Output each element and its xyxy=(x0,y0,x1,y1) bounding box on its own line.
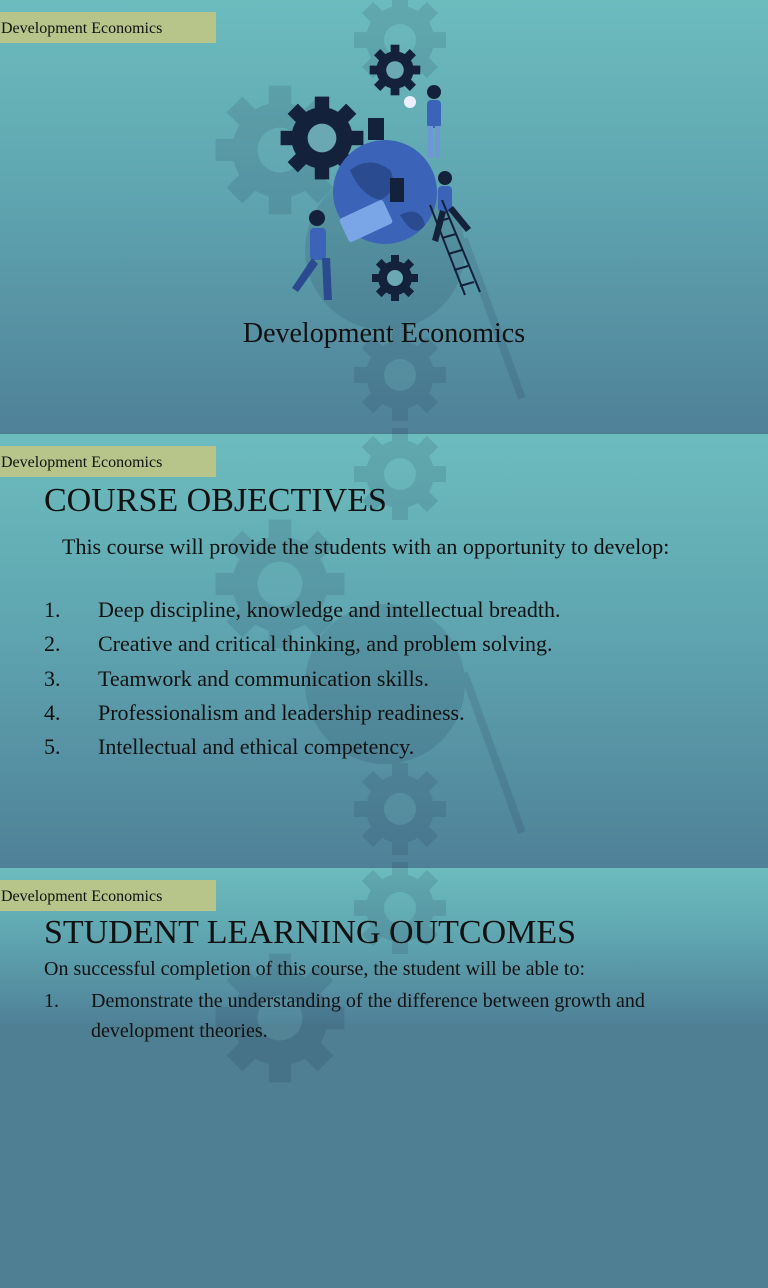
list-item: 2. Creative and critical thinking, and problem solving. xyxy=(44,631,553,657)
slide-learning-outcomes xyxy=(0,868,768,1042)
section-heading: STUDENT LEARNING OUTCOMES xyxy=(44,914,577,951)
objectives-list xyxy=(44,597,560,768)
course-tag: Development Economics xyxy=(0,12,216,43)
course-tag: Development Economics xyxy=(0,880,216,911)
slide-title xyxy=(0,0,768,432)
list-item: 1. Demonstrate the understanding of the difference between growth and xyxy=(44,990,645,1012)
slide-course-objectives xyxy=(0,434,768,866)
building-icon xyxy=(368,118,384,140)
coin-icon xyxy=(404,96,416,108)
list-item: development theories. xyxy=(91,1020,268,1042)
course-tag: Development Economics xyxy=(0,446,216,477)
intro-paragraph: On successful completion of this course, the student will be able to: xyxy=(44,958,585,980)
list-item: 4. Professionalism and leadership readiness. xyxy=(44,699,465,725)
list-item: 5. Intellectual and ethical competency. xyxy=(44,734,415,760)
intro-paragraph: This course will provide the students with an opportunity to develop: xyxy=(62,534,670,559)
building-icon xyxy=(390,178,404,202)
gear-icon xyxy=(372,255,418,301)
slide-title-text: Development Economics xyxy=(242,318,526,349)
outcomes-list xyxy=(44,986,645,1046)
economy-gears-illustration xyxy=(270,40,500,310)
list-item: 3. Teamwork and communication skills. xyxy=(44,665,429,691)
gear-icon xyxy=(370,45,421,96)
section-heading: COURSE OBJECTIVES xyxy=(44,482,387,519)
list-item: 1. Deep discipline, knowledge and intellectual breadth. xyxy=(44,597,561,622)
